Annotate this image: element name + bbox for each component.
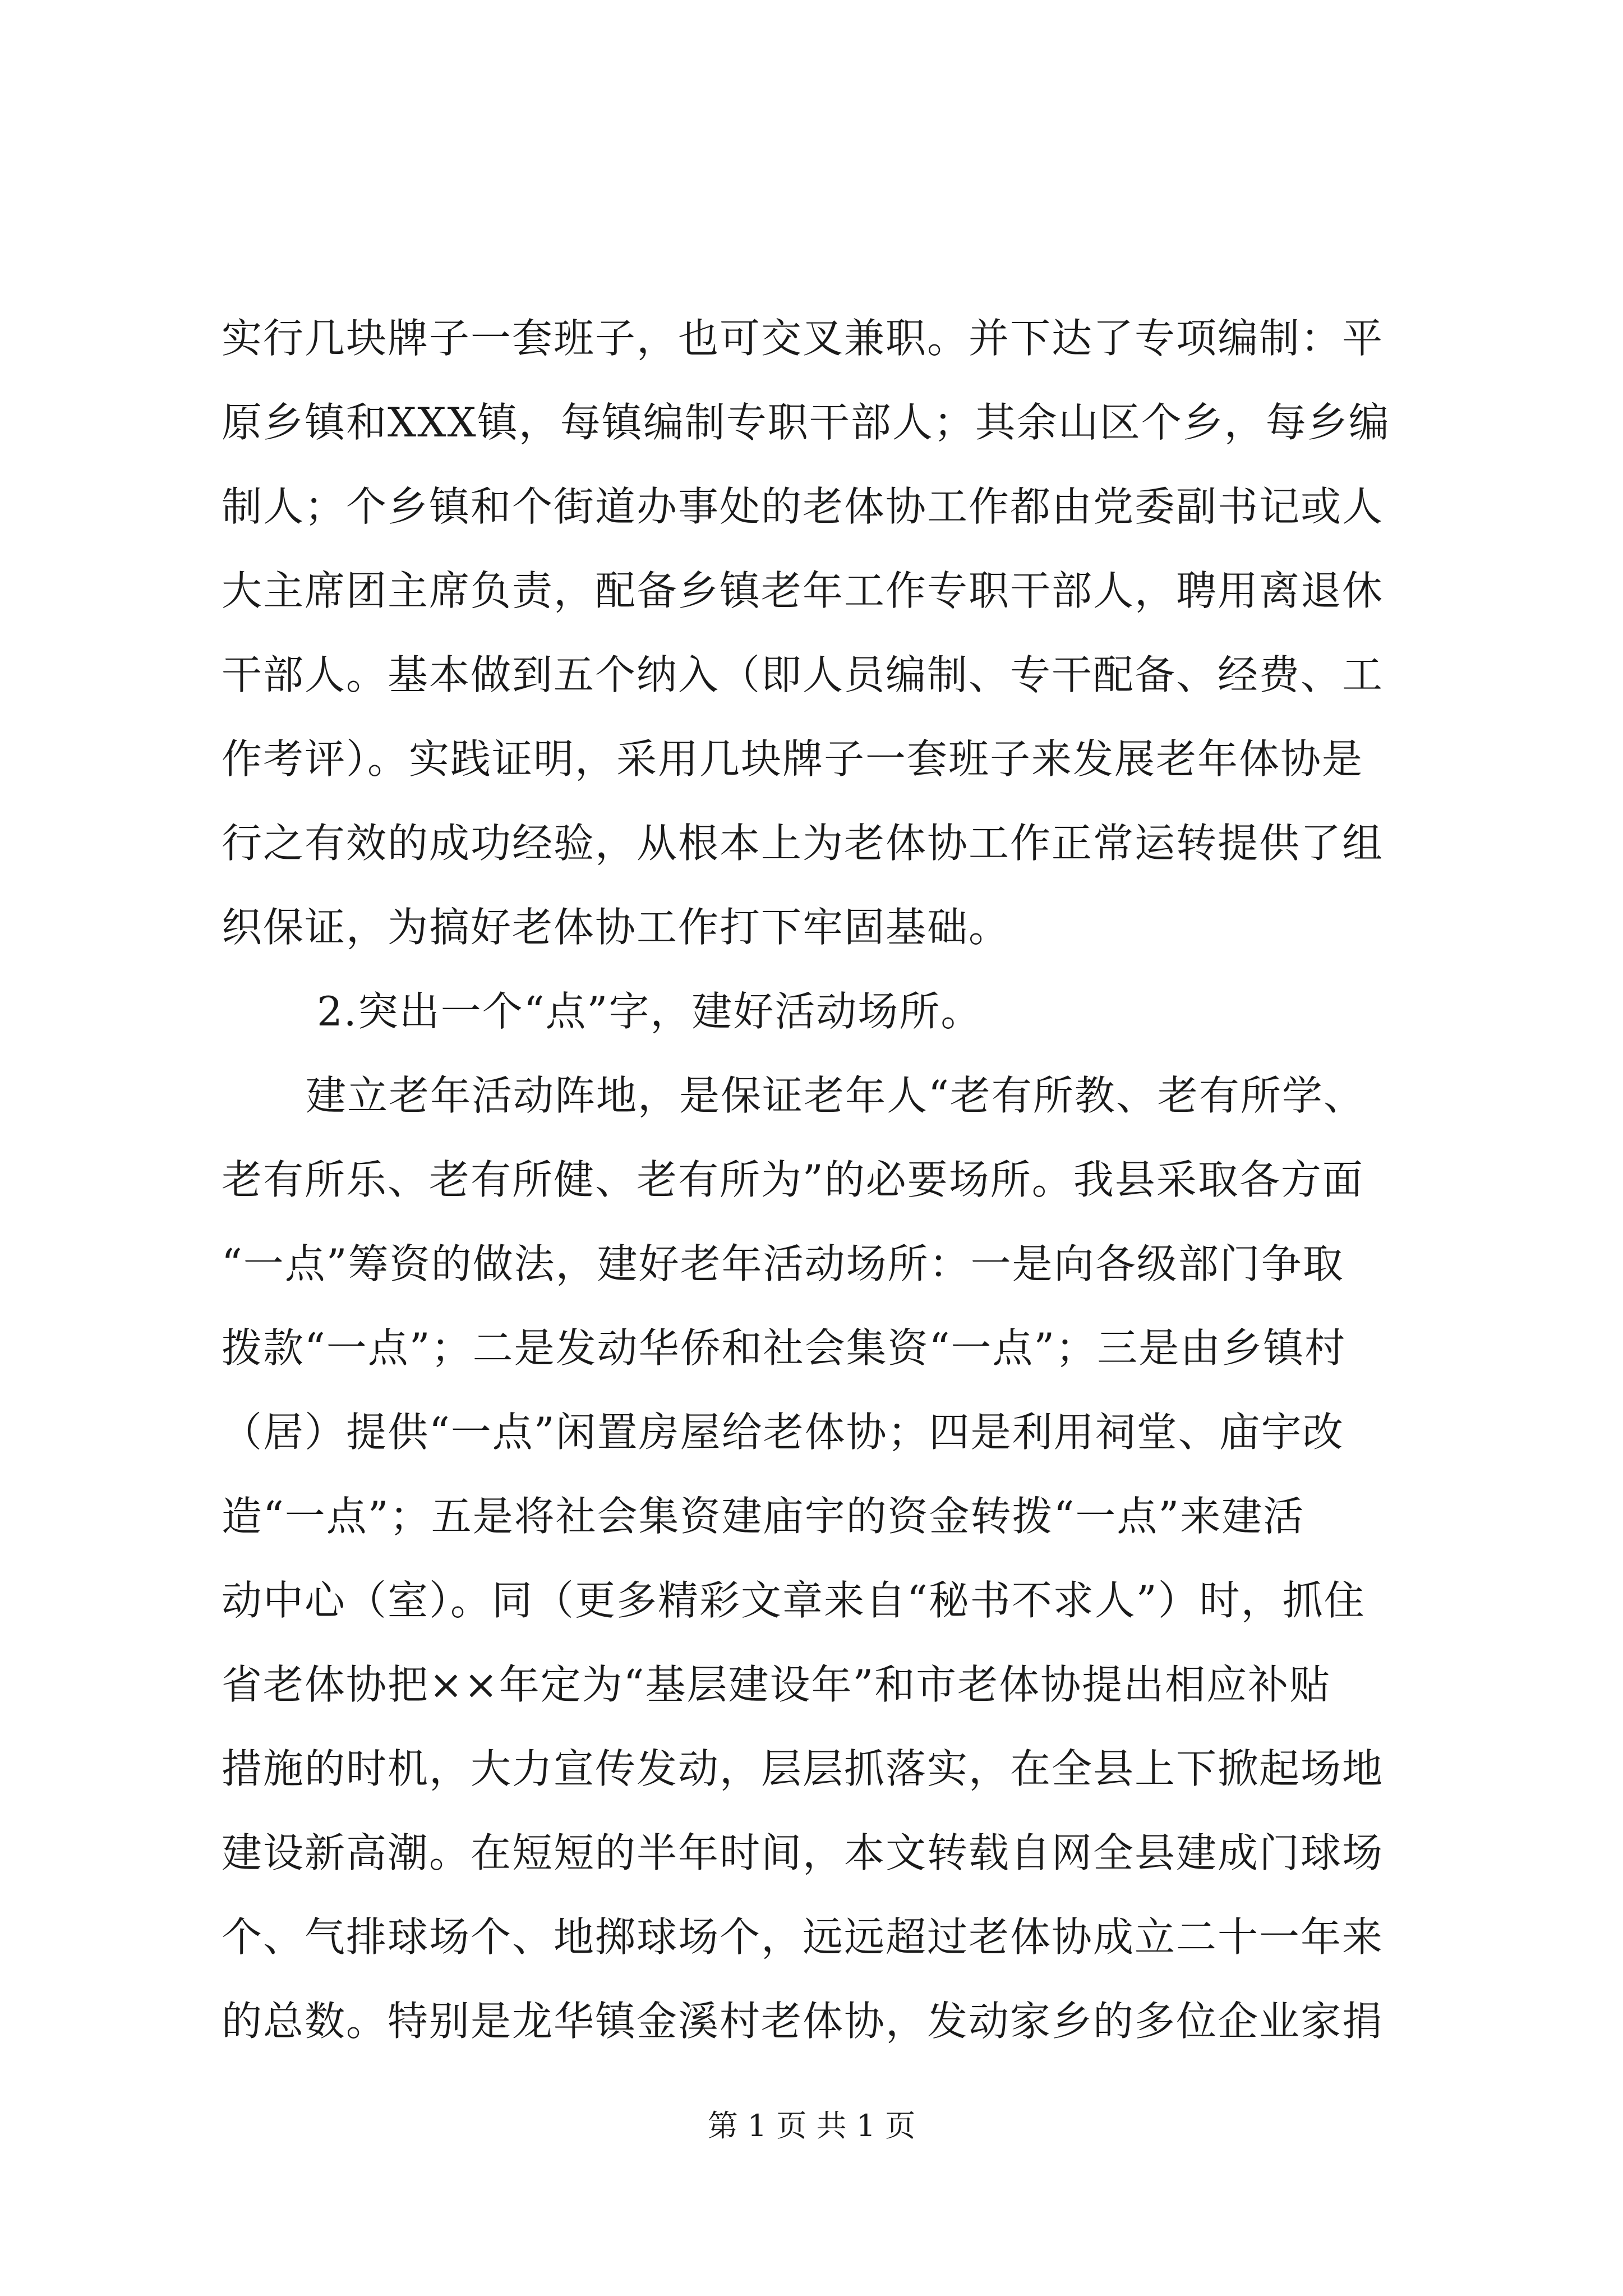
page-number-footer: 第 1 页 共 1 页 (707, 2108, 916, 2143)
body-line-15: 造“一点”；五是将社会集资建庙宇的资金转拨“一点”来建活 (222, 1493, 1305, 1540)
body-line-12: “一点”筹资的做法，建好老年活动场所：一是向各级部门争取 (222, 1240, 1344, 1287)
body-line-21: 的总数。特别是龙华镇金溪村老体协，发动家乡的多位企业家捐 (222, 1998, 1384, 2045)
body-line-19: 建设新高潮。在短短的半年时间，本文转载自网全县建成门球场 (222, 1829, 1384, 1876)
section-heading: 2.突出一个“点”字，建好活动场所。 (317, 988, 983, 1035)
body-line-7: 行之有效的成功经验，从根本上为老体协工作正常运转提供了组 (222, 820, 1384, 867)
body-line-11: 老有所乐、老有所健、老有所为”的必要场所。我县采取各方面 (222, 1156, 1364, 1203)
body-line-5: 干部人。基本做到五个纳入（即人员编制、专干配备、经费、工 (222, 651, 1384, 698)
body-line-17: 省老体协把××年定为“基层建设年”和市老体协提出相应补贴 (222, 1661, 1331, 1708)
body-line-3: 制人；个乡镇和个街道办事处的老体协工作都由党委副书记或人 (222, 483, 1384, 530)
body-line-8: 织保证，为搞好老体协工作打下牢固基础。 (222, 904, 1011, 951)
body-line-4: 大主席团主席负责，配备乡镇老年工作专职干部人，聘用离退休 (222, 567, 1384, 614)
body-line-13: 拨款“一点”；二是发动华侨和社会集资“一点”；三是由乡镇村 (222, 1324, 1347, 1372)
body-line-14: （居）提供“一点”闲置房屋给老体协；四是利用祠堂、庙宇改 (222, 1409, 1344, 1456)
body-line-18: 措施的时机，大力宣传发动，层层抓落实，在全县上下掀起场地 (222, 1745, 1384, 1792)
body-line-16: 动中心（室）。同（更多精彩文章来自“秘书不求人”）时，抓住 (222, 1577, 1366, 1624)
body-line-2: 原乡镇和XXX镇，每镇编制专职干部人；其余山区个乡，每乡编 (222, 399, 1390, 446)
body-line-1: 实行几块牌子一套班子，也可交叉兼职。并下达了专项编制：平 (222, 315, 1384, 362)
body-line-20: 个、气排球场个、地掷球场个，远远超过老体协成立二十一年来 (222, 1913, 1384, 1961)
body-line-10: 建立老年活动阵地，是保证老年人“老有所教、老有所学、 (306, 1072, 1365, 1119)
body-line-6: 作考评）。实践证明，采用几块牌子一套班子来发展老年体协是 (222, 735, 1364, 783)
